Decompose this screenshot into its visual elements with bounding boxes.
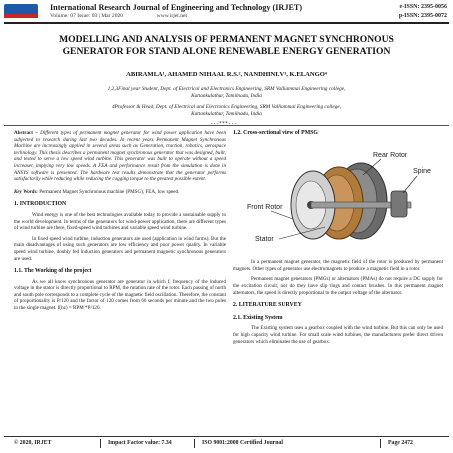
volume-text: Volume: 07 Issue: 03 | Mar 2020: [50, 13, 124, 19]
pmg-paragraph-1: In a permanent magnet generator, the magnetic field of the rotor is produced by permanent magnets. Other types of generator use electromagnets to produce a magnetic field in a rotor.: [233, 259, 443, 272]
divider-stars: ---***---: [210, 121, 238, 127]
left-column: [14, 130, 226, 316]
footer-iso: ISO 9001:2008 Certified Journal: [202, 440, 283, 446]
label-front-rotor: Front Rotor: [247, 203, 283, 211]
intro-paragraph-1: Wind energy is one of the best technologies available today to provide a sustainable supply to the world development. In terms of the generators for wind-power application, there are different types of wind turbine are there, fixed-speed wind turbines and variable speed wind turbine.: [14, 211, 226, 232]
footer-rule: [4, 436, 449, 437]
header-rule: [4, 22, 449, 24]
keywords-text: Permanent Magnet Synchronous machine (PMSG), FEA, low speed.: [39, 188, 180, 195]
affiliation-students: [20, 86, 433, 100]
title-line-2: GENERATOR FOR STAND ALONE RENEWABLE ENERGY GENERATION: [62, 46, 391, 57]
footer-separator: [380, 439, 381, 448]
abstract: [14, 130, 226, 183]
pmsg-cross-section-figure: [241, 145, 441, 253]
title-line-1: MODELLING AND ANALYSIS OF PERMANENT MAGNET SYNCHRONOUS: [59, 34, 394, 45]
affiliation-professor: [20, 104, 433, 118]
irjet-logo: [4, 3, 38, 19]
pmg-paragraph-2: Permanent magnet generators (PMGs) or alternators (PMAs) do not require a DC supply for the excitation circuit, nor do they have slip rings and contact brushes. In this permanent magnet alternators, the speed is directly proportional to the output voltage of the alternator.: [233, 276, 443, 296]
section-introduction-heading: 1. INTRODUCTION: [14, 201, 67, 208]
footer-separator: [194, 439, 195, 448]
p-issn: p-ISSN: 2395-0072: [398, 13, 447, 19]
right-column: [233, 130, 443, 349]
volume-issue: [50, 13, 187, 19]
abstract-text: Different types of permanent magnet generator for wind power application have been subjected to research during last two decades. In recent years Permanent Magnet Synchronous Machine are increasingly applied in several areas such as Generation, traction, robotics, aerospace technology. This thesis describes a permanent magnet synchronous generator that was designed, built, and tested to serve a low speed wind turbine. This generator was built to operate without a speed increaser, implying very low speeds. A FEA and performance result from the simulation is done in ANSYS software is presented. The hardware test results demonstrate that the generator performs satisfactorily while reducing while reducing the cogging torque to the greatest possible extent.: [14, 130, 226, 183]
authors: ABIRAMI.A¹, AHAMED NIHAAL R.S.², NANDHINI.V³, K.ELANGO⁴: [126, 71, 327, 78]
footer-impact-factor: Impact Factor value: 7.34: [108, 440, 172, 446]
journal-name: International Research Journal of Engineering and Technology (IRJET): [50, 3, 303, 12]
journal-header: [4, 3, 449, 21]
footer-separator: [100, 439, 101, 448]
website-link[interactable]: www.irjet.net: [156, 13, 188, 19]
abstract-label: Abstract –: [14, 130, 38, 136]
label-stator: Stator: [255, 235, 274, 243]
section-existing-heading: 2.1. Existing System: [233, 314, 283, 321]
section-cross-section-heading: 1.2. Cross-sectional view of PMSG: [233, 130, 318, 136]
e-issn: e-ISSN: 2395-0056: [399, 4, 447, 10]
affiliation-2-line-1: 4Professor & Head, Dept. of Electrical and Electronics Engineering, SRM Valliammai Engineering college,: [111, 104, 342, 110]
footer-page-number: Page 2472: [388, 440, 413, 446]
paper-title: [4, 34, 449, 58]
affiliation-2-line-2: Kattankulathur, Tamilnadu, India: [191, 111, 262, 117]
existing-system-paragraph: The Existing system uses a gearbox coupled with the wind turbine. But this can only be used for high capacity wind turbine. For small scale wind turbines, the manufacturers prefer direct driven generators which eliminates the use of gearbox.: [233, 325, 443, 345]
section-working-heading: 1.1. The Working of the project: [14, 268, 92, 275]
label-rear-rotor: Rear Rotor: [373, 151, 408, 159]
footer-copyright: © 2020, IRJET: [14, 440, 52, 446]
affiliation-1-line-2: Kattankulathur, Tamilnadu, India: [191, 93, 262, 99]
affiliation-1-line-1: 1,2,3Final year Student, Dept. of Electrical and Electronics Engineering, SRM Valliammai Engineering college,: [107, 86, 346, 92]
working-paragraph: As we all know synchronous generator are generator in which f, frequency of the induced voltage in the stator is directly proportional to RPM, the rotation rate of the rotor. Each passing of north and south pole corresponds to a complete cycle of the magnetic field oscillation. Therefore, the constant of proportionality is P/120 and the factor of 120 comes from 60 seconds per minute and the two poles in the single magnet. f(hz) = RPM *P/120.: [14, 278, 226, 312]
keywords: [14, 189, 226, 196]
keywords-label: Key Words:: [14, 188, 39, 195]
label-spine: Spine: [413, 167, 431, 175]
section-literature-heading: 2. LITERATURE SURVEY: [233, 302, 302, 309]
intro-paragraph-2: In fixed speed wind turbine, induction generators are used (application in wind farms). But the main disadvantages of using such generators are low efficiency and poor power quality. In variable speed wind turbine, doubly fed induction generators and permanent magnetic synchronous generators are used.: [14, 235, 226, 262]
